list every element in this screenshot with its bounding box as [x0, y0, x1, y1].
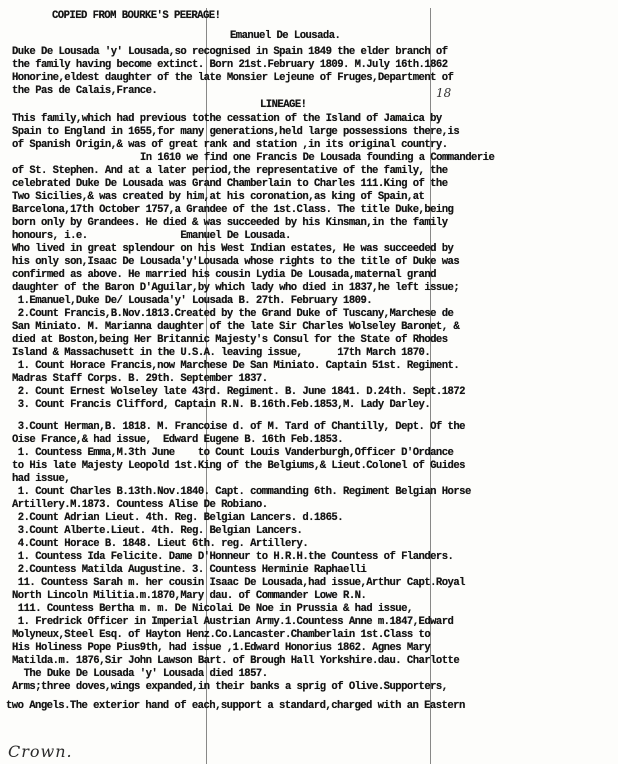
text-line: San Miniato. M. Marianna daughter of the late Sir Charles Wolseley Baronet, &	[12, 321, 460, 333]
text-line: confirmed as above. He married his cousin Lydia De Lousada,maternal grand	[12, 269, 436, 281]
text-line: 1. Count Charles B.13th.Nov.1840. Capt. commanding 6th. Regiment Belgian Horse	[12, 486, 471, 498]
text-line: two Angels.The exterior hand of each,support a standard,charged with an Eastern	[6, 700, 465, 712]
text-line: 1. Fredrick Officer in Imperial Austrian Army.1.Countess Anne m.1847,Edward	[12, 616, 454, 628]
text-line: Oise France,& had issue, Edward Eugene B. 16th Feb.1853.	[12, 434, 344, 446]
text-line: of St. Stephen. And at a later period,the representative of the family, the	[12, 165, 448, 177]
text-line: The Duke De Lousada 'y' Lousada died 1857.	[12, 668, 268, 680]
text-line: In 1610 we find one Francis De Lousada founding a Commanderie	[140, 152, 495, 164]
text-line: Honorine,eldest daughter of the late Monsier Lejeune of Fruges,Department of	[12, 72, 454, 84]
copy-header: COPIED FROM BOURKE'S PEERAGE!	[52, 10, 221, 22]
text-line: celebrated Duke De Lousada was Grand Chamberlain to Charles 111.King of the	[12, 178, 448, 190]
text-line: Spain to England in 1655,for many generations,held large possessions there,is	[12, 126, 460, 138]
text-line: 111. Countess Bertha m. m. De Nicolai De Noe in Prussia & had issue,	[12, 603, 413, 615]
text-line: Matilda.m. 1876,Sir John Lawson Bart. of Brough Hall Yorkshire.dau. Charlotte	[12, 655, 460, 667]
section-heading: LINEAGE!	[260, 99, 307, 111]
text-line: Two Sicilies,& was created by him,at his coronation,as king of Spain,at	[12, 191, 425, 203]
text-line: his only son,Isaac De Lousada'y'Lousada whose rights to the title of Duke was	[12, 256, 460, 268]
text-line: 2.Countess Matilda Augustine. 3. Countess Herminie Raphaelli	[12, 564, 367, 576]
text-line: 4.Count Horace B. 1848. Lieut 6th. reg. Artillery.	[12, 538, 309, 550]
text-line: of Spanish Origin,& was of great rank and station ,in its original country.	[12, 139, 448, 151]
text-line: Duke De Lousada 'y' Lousada,so recognised in Spain 1849 the elder branch of	[12, 46, 448, 58]
text-line: Molyneux,Steel Esq. of Hayton Henz.Co.Lancaster.Chamberlain 1st.Class to	[12, 629, 431, 641]
text-line: Who lived in great splendour on his West Indian estates, He was succeeded by	[12, 243, 454, 255]
text-line: Madras Staff Corps. B. 29th. September 1837.	[12, 373, 268, 385]
text-line: 1.Emanuel,Duke De/ Lousada'y' Lousada B. 27th. February 1809.	[12, 295, 373, 307]
text-line: 3. Count Francis Clifford, Captain R.N. B.16th.Feb.1853,M. Lady Darley.	[12, 399, 431, 411]
text-line: Artillery.M.1873. Countess Alise De Robiano.	[12, 499, 268, 511]
text-line: Arms;three doves,wings expanded,in their banks a sprig of Olive.Supporters,	[12, 681, 448, 693]
text-line: 3.Count Alberte.Lieut. 4th. Reg. Belgian Lancers.	[12, 525, 303, 537]
text-line: Barcelona,17th October 1757,a Grandee of the 1st.Class. The title Duke,being	[12, 204, 454, 216]
text-line: 3.Count Herman,B. 1818. M. Francoise d. of M. Tard of Chantilly, Dept. Of the	[12, 421, 465, 433]
text-line: 2.Count Francis,B.Nov.1813.Created by the Grand Duke of Tuscany,Marchese de	[12, 308, 454, 320]
handwritten-note: Crown.	[8, 742, 73, 761]
text-line: 1. Count Horace Francis,now Marchese De San Miniato. Captain 51st. Regiment.	[12, 360, 460, 372]
text-line: to His late Majesty Leopold 1st.King of the Belgiums,& Lieut.Colonel of Guides	[12, 460, 465, 472]
text-line: born only by Grandees. He died & was succeeded by his Kinsman,in the family	[12, 217, 448, 229]
text-line: died at Boston,being Her Britannic Majesty's Consul for the State of Rhodes	[12, 334, 448, 346]
text-line: His Holiness Pope Pius9th, had issue ,1.Edward Honorius 1862. Agnes Mary	[12, 642, 431, 654]
text-line: 11. Countess Sarah m. her cousin Isaac De Lousada,had issue,Arthur Capt.Royal	[12, 577, 465, 589]
text-line: the Pas de Calais,France.	[12, 85, 158, 97]
text-line: 2. Count Ernest Wolseley late 43rd. Regiment. B. June 1841. D.24th. Sept.1872	[12, 386, 465, 398]
text-line: the family having become extinct. Born 21st.February 1809. M.July 16th.1862	[12, 59, 448, 71]
text-line: This family,which had previous tothe cessation of the Island of Jamaica by	[12, 113, 442, 125]
title-name: Emanuel De Lousada.	[230, 30, 341, 42]
text-line: North Lincoln Militia.m.1870,Mary dau. of Commander Lowe R.N.	[12, 590, 367, 602]
text-line: 1. Countess Ida Felicite. Dame D'Honneur to H.R.H.the Countess of Flanders.	[12, 551, 454, 563]
text-line: Island & Massachusett in the U.S.A. leaving issue, 17th March 1870.	[12, 347, 431, 359]
text-line: 2.Count Adrian Lieut. 4th. Reg. Belgian Lancers. d.1865.	[12, 512, 344, 524]
text-line: honours, i.e. Emanuel De Lousada.	[12, 230, 291, 242]
text-line: daughter of the Baron D'Aguilar,by which lady who died in 1837,he left issue;	[12, 282, 460, 294]
text-line: had issue,	[12, 473, 71, 485]
text-line: 1. Countess Emma,M.3th June to Count Louis Vanderburgh,Officer D'Ordance	[12, 447, 454, 459]
margin-mark: 18	[436, 86, 452, 100]
